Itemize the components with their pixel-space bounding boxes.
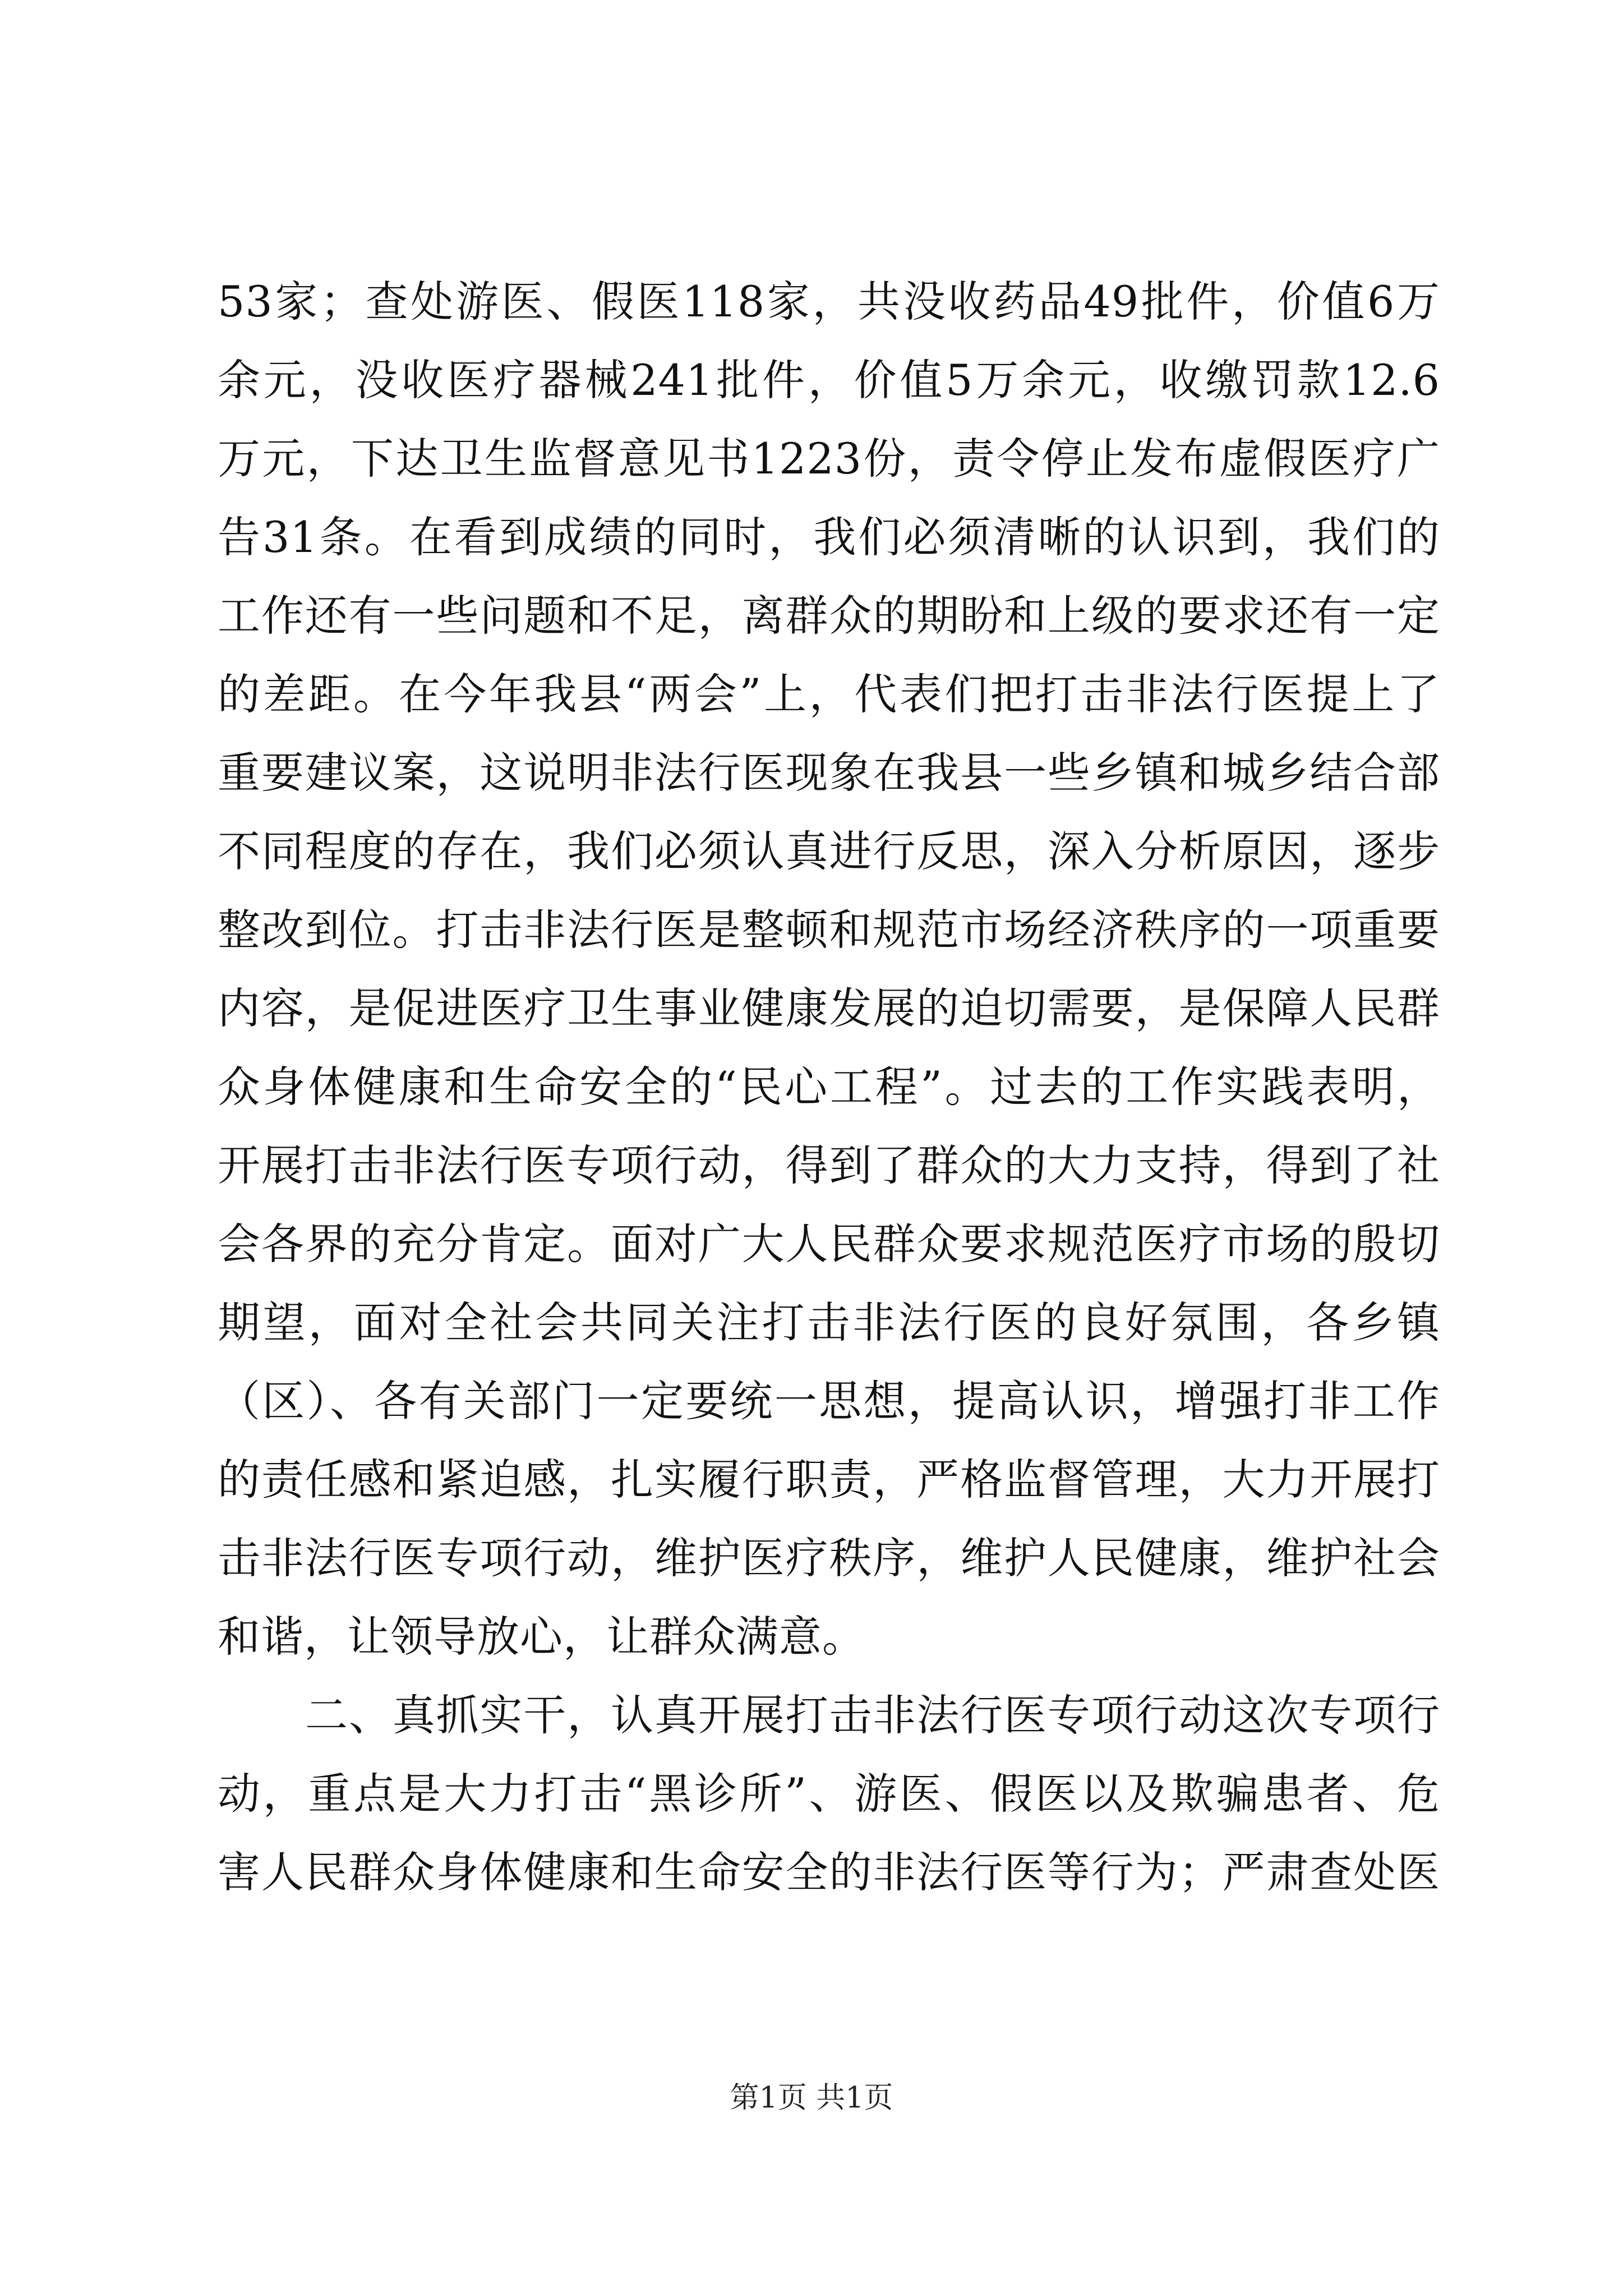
- text-line: 余元，没收医疗器械241批件，价值5万余元，收缴罚款12.6: [218, 355, 1440, 405]
- text-line: 工作还有一些问题和不足，离群众的期盼和上级的要求还有一定: [218, 591, 1440, 641]
- text-line: 整改到位。打击非法行医是整顿和规范市场经济秩序的一项重要: [218, 905, 1440, 955]
- text-line: 的差距。在今年我县“两会”上，代表们把打击非法行医提上了: [218, 669, 1440, 719]
- text-line: 众身体健康和生命安全的“民心工程”。过去的工作实践表明，: [218, 1062, 1440, 1112]
- text-line: 重要建议案，这说明非法行医现象在我县一些乡镇和城乡结合部: [218, 748, 1440, 798]
- text-line: 开展打击非法行医专项行动，得到了群众的大力支持，得到了社: [218, 1140, 1440, 1190]
- text-line: 万元，下达卫生监督意见书1223份，责令停止发布虚假医疗广: [218, 434, 1440, 484]
- text-line: 期望，面对全社会共同关注打击非法行医的良好氛围，各乡镇: [218, 1297, 1440, 1347]
- paragraph-first-line: 二、真抓实干，认真开展打击非法行医专项行动这次专项行: [305, 1690, 1440, 1740]
- paragraph-last-line: 和谐，让领导放心，让群众满意。: [218, 1612, 865, 1662]
- text-line: （区）、各有关部门一定要统一思想，提高认识，增强打非工作: [218, 1376, 1440, 1426]
- text-line: 不同程度的存在，我们必须认真进行反思，深入分析原因，逐步: [218, 826, 1440, 876]
- text-line: 的责任感和紧迫感，扎实履行职责，严格监督管理，大力开展打: [218, 1455, 1440, 1504]
- text-line: 告31条。在看到成绩的同时，我们必须清晰的认识到，我们的: [218, 512, 1440, 562]
- text-line: 动，重点是大力打击“黑诊所”、游医、假医以及欺骗患者、危: [218, 1769, 1440, 1819]
- text-line: 53家；查处游医、假医118家，共没收药品49批件，价值6万: [218, 277, 1440, 326]
- text-line: 内容，是促进医疗卫生事业健康发展的迫切需要，是保障人民群: [218, 983, 1440, 1033]
- page-footer: [0, 2076, 1623, 2120]
- body-text: [218, 263, 1440, 1912]
- text-line: 击非法行医专项行动，维护医疗秩序，维护人民健康，维护社会: [218, 1533, 1440, 1583]
- page-number-label: 第1页 共1页: [730, 2081, 893, 2115]
- text-line: 害人民群众身体健康和生命安全的非法行医等行为；严肃查处医: [218, 1847, 1440, 1897]
- text-line: 会各界的充分肯定。面对广大人民群众要求规范医疗市场的殷切: [218, 1219, 1440, 1269]
